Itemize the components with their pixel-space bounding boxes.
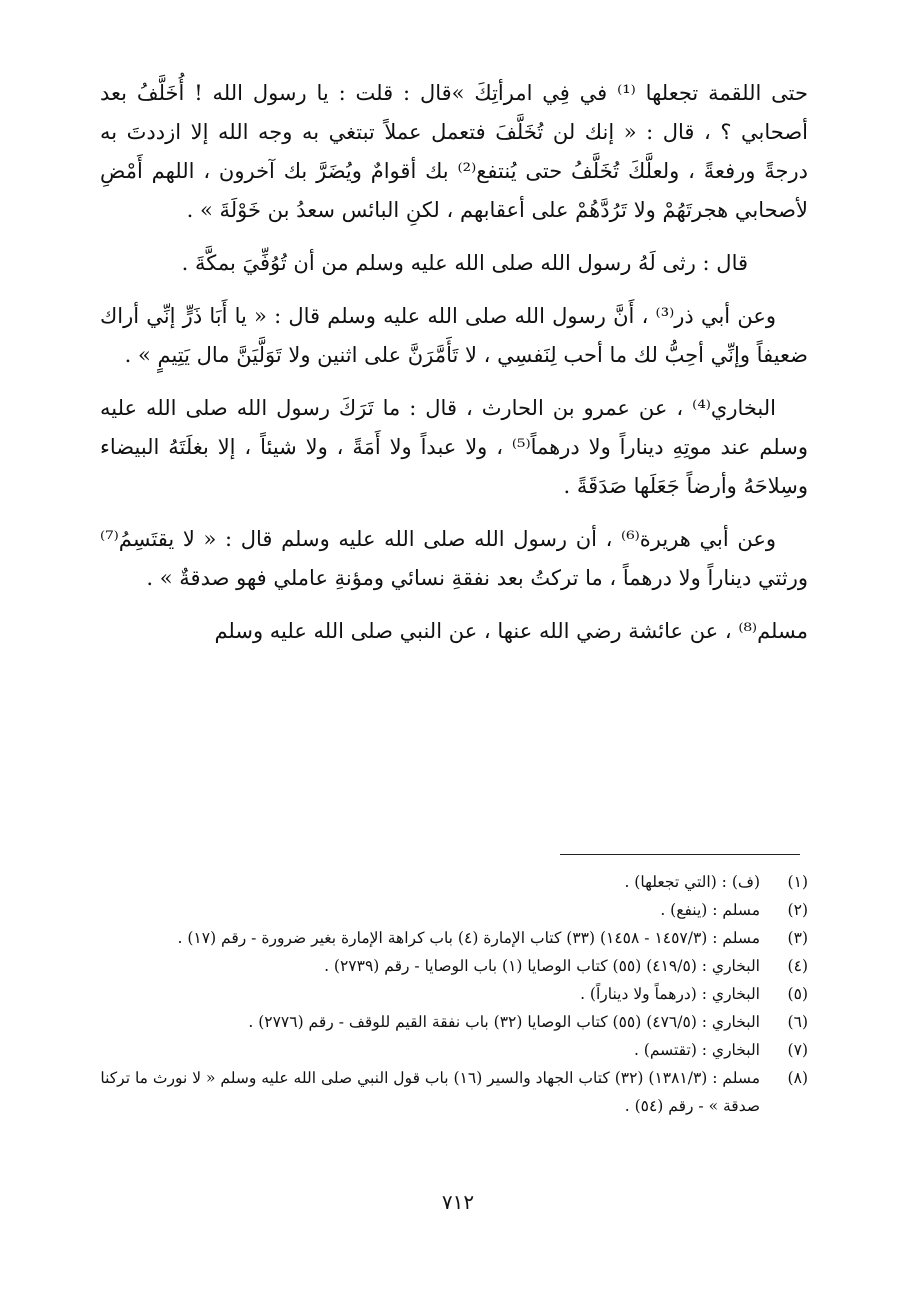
footnotes [100,868,808,1120]
paragraph-3: وعن أبي ذر⁽³⁾ ، أَنَّ رسول الله صلى الله عليه وسلم قال : « يا أَبَا ذَرٍّ إنِّي أراك ضعيفاً وإنِّي أحِبُّ لك ما أحب لِنَفسِي ، لا تَأَمَّرَنَّ على اثنين ولا تَوَلَّيَنَّ مال يَتِيمٍ » . [100,304,808,367]
footnote-8 [100,1064,808,1120]
footnote-text: البخاري : (٤٧٦/٥) (٥٥) كتاب الوصايا (٣٢) باب نفقة القيم للوقف - رقم (٢٧٧٦) . [248,1013,760,1031]
paragraph-6: مسلم⁽⁸⁾ ، عن عائشة رضي الله عنها ، عن النبي صلى الله عليه وسلم [214,619,808,643]
footnote-3 [100,924,808,952]
footnote-text: (ف) : (التي تجعلها) . [624,873,760,891]
page-number: ٧١٢ [441,1190,475,1214]
footnote-number: (٤) [787,957,808,975]
main-text [100,74,808,665]
footnote-number: (٧) [787,1041,808,1059]
paragraph-4: البخاري⁽⁴⁾ ، عن عمرو بن الحارث ، قال : ما تَرَكَ رسول الله صلى الله عليه وسلم عند موتِهِ ديناراً ولا درهماً⁽⁵⁾ ، ولا عبداً ولا أَمَةً ، ولا شيئاً ، إلا بغلَتَهُ البيضاء وسِلاحَهُ وأرضاً جَعَلَها صَدَقَةً . [100,396,808,498]
footnote-text: البخاري : (تقتسم) . [633,1041,760,1059]
footnote-separator [560,854,800,855]
footnote-text: مسلم : (ينفع) . [660,901,760,919]
footnote-number: (٢) [787,901,808,919]
footnote-text: البخاري : (درهماً ولا ديناراً) . [580,985,760,1003]
footnote-7 [100,1036,808,1064]
footnote-number: (١) [787,873,808,891]
footnote-text: مسلم : (١٣٨١/٣) (٣٢) كتاب الجهاد والسير (١٦) باب قول النبي صلى الله عليه وسلم « لا نورث ما تركنا صدقة » - رقم (٥٤) . [100,1069,760,1115]
paragraph-1: حتى اللقمة تجعلها ⁽¹⁾ في فِي امرأتِكَ »قال : قلت : يا رسول الله ! أُخَلَّفُ بعد أصحابي ؟ ، قال : « إنك لن تُخَلَّفَ فتعمل عملاً تبتغي به وجه الله إلا ازددتَ به درجةً ورفعةً ، ولعلَّكَ تُخَلَّفُ حتى يُنتفع⁽²⁾ بك أقوامٌ ويُضَرَّ بك آخرون ، اللهم أَمْضِ لأصحابي هجرتَهُمْ ولا تَرُدَّهُمْ على أعقابهم ، لكنِ البائس سعدُ بن خَوْلَةَ » . [100,81,809,222]
paragraph-2: قال : رثى لَهُ رسول الله صلى الله عليه وسلم من أن تُوُفِّيَ بمكَّةَ . [181,251,748,275]
footnote-number: (٣) [787,929,808,947]
footnote-1 [100,868,808,896]
footnote-number: (٨) [787,1069,808,1087]
footnote-4 [100,952,808,980]
footnote-number: (٦) [787,1013,808,1031]
footnote-5 [100,980,808,1008]
footnote-text: البخاري : (٤١٩/٥) (٥٥) كتاب الوصايا (١) باب الوصايا - رقم (٢٧٣٩) . [324,957,760,975]
footnote-6 [100,1008,808,1036]
footnote-2 [100,896,808,924]
footnote-number: (٥) [787,985,808,1003]
footnote-text: مسلم : (١٤٥٧/٣ - ١٤٥٨) (٣٣) كتاب الإمارة (٤) باب كراهة الإمارة بغير ضرورة - رقم (١٧) . [177,929,760,947]
paragraph-5: وعن أبي هريرة⁽⁶⁾ ، أن رسول الله صلى الله عليه وسلم قال : « لا يقتَسِمُ⁽⁷⁾ ورثتي ديناراً ولا درهماً ، ما تركتُ بعد نفقةِ نسائي ومؤنةِ عاملي فهو صدقةٌ » . [100,527,808,590]
